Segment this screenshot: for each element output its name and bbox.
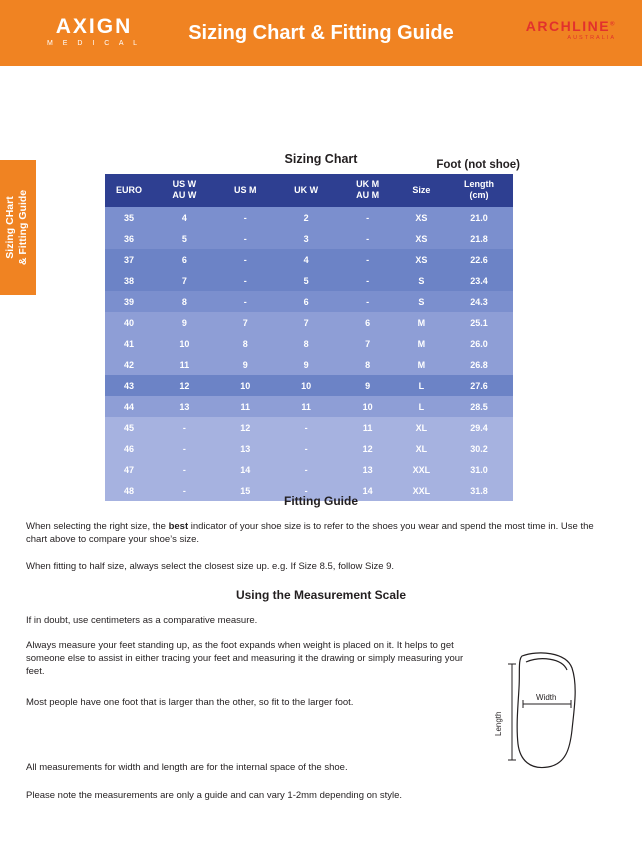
table-cell: 4 [275, 249, 338, 270]
table-cell: M [398, 333, 445, 354]
table-cell: 44 [105, 396, 153, 417]
table-cell: 11 [275, 396, 338, 417]
table-cell: 2 [275, 207, 338, 228]
table-cell: 40 [105, 312, 153, 333]
table-row [105, 459, 513, 480]
archline-logo [526, 18, 616, 41]
table-cell: XXL [398, 480, 445, 501]
table-cell: 9 [216, 354, 275, 375]
table-cell: - [216, 228, 275, 249]
table-cell: 26.8 [445, 354, 513, 375]
table-cell: 8 [153, 291, 216, 312]
table-cell: 5 [153, 228, 216, 249]
fitting-p1-emphasis: best [168, 521, 189, 532]
table-cell: 42 [105, 354, 153, 375]
table-cell: 10 [216, 375, 275, 396]
table-cell: XS [398, 249, 445, 270]
table-cell: 38 [105, 270, 153, 291]
table-cell: - [275, 459, 338, 480]
table-cell: XL [398, 417, 445, 438]
table-cell: 43 [105, 375, 153, 396]
table-cell: 30.2 [445, 438, 513, 459]
foot-outline-diagram [492, 648, 602, 773]
table-cell: 12 [216, 417, 275, 438]
sizing-chart-title: Sizing Chart [284, 152, 358, 166]
table-cell: 7 [338, 333, 398, 354]
measurement-paragraph-4: All measurements for width and length are for the internal space of the shoe. [26, 762, 348, 773]
table-cell: 13 [216, 438, 275, 459]
table-column-header: Size [398, 174, 445, 207]
measurement-paragraph-1: If in doubt, use centimeters as a comparative measure. [26, 615, 258, 626]
table-cell: S [398, 270, 445, 291]
table-cell: 8 [338, 354, 398, 375]
table-row [105, 312, 513, 333]
table-cell: 37 [105, 249, 153, 270]
table-cell: XS [398, 228, 445, 249]
table-cell: 7 [153, 270, 216, 291]
measurement-paragraph-2: Always measure your feet standing up, as the foot expands when weight is placed on it. It helps to get someone else to assist in either tracing your feet and measuring it the drawing or simply measuring your feet. [26, 640, 464, 677]
table-cell: 35 [105, 207, 153, 228]
table-cell: 39 [105, 291, 153, 312]
table-cell: 31.8 [445, 480, 513, 501]
table-header-row [105, 174, 513, 207]
table-cell: 10 [338, 396, 398, 417]
table-row [105, 396, 513, 417]
table-cell: - [338, 270, 398, 291]
table-cell: XL [398, 438, 445, 459]
table-row [105, 270, 513, 291]
table-cell: 46 [105, 438, 153, 459]
table-row [105, 291, 513, 312]
axign-logo-subtitle: M E D I C A L [46, 40, 141, 47]
table-column-header: US M [216, 174, 275, 207]
measurement-paragraph-3: Most people have one foot that is larger than the other, so fit to the larger foot. [26, 697, 354, 708]
table-cell: 21.8 [445, 228, 513, 249]
table-cell: - [338, 228, 398, 249]
table-cell: - [338, 249, 398, 270]
table-cell: 7 [216, 312, 275, 333]
table-row [105, 354, 513, 375]
table-cell: - [275, 417, 338, 438]
table-cell: M [398, 312, 445, 333]
table-row [105, 249, 513, 270]
table-cell: 28.5 [445, 396, 513, 417]
table-cell: - [153, 417, 216, 438]
measurement-paragraph-5: Please note the measurements are only a guide and can vary 1-2mm depending on style. [26, 790, 403, 801]
side-tab-line2: & Fitting Guide [17, 189, 29, 266]
table-cell: 8 [275, 333, 338, 354]
table-cell: 9 [338, 375, 398, 396]
table-cell: 12 [153, 375, 216, 396]
table-cell: 12 [338, 438, 398, 459]
table-column-header: US W AU W [153, 174, 216, 207]
table-cell: 26.0 [445, 333, 513, 354]
fitting-p1-part1: When selecting the right size, the [26, 521, 169, 532]
table-cell: 36 [105, 228, 153, 249]
table-cell: L [398, 375, 445, 396]
fitting-p1-part2: indicator of your shoe size is to refer to the shoes you wear and spend the most time in. Use the chart above to compare your shoe’s size. [26, 521, 594, 545]
archline-logo-subtitle: AUSTRALIA [567, 35, 616, 41]
table-cell: 10 [275, 375, 338, 396]
table-row [105, 207, 513, 228]
side-tab-line1: Sizing CHart [4, 196, 16, 259]
table-cell: - [338, 207, 398, 228]
fitting-guide-paragraph-1 [26, 520, 594, 546]
table-cell: 5 [275, 270, 338, 291]
table-row [105, 375, 513, 396]
table-cell: 6 [153, 249, 216, 270]
table-cell: - [275, 480, 338, 501]
page-header [0, 0, 642, 66]
table-cell: 4 [153, 207, 216, 228]
table-cell: XS [398, 207, 445, 228]
table-cell: 6 [338, 312, 398, 333]
table-cell: 29.4 [445, 417, 513, 438]
table-cell: 3 [275, 228, 338, 249]
table-cell: - [153, 459, 216, 480]
table-cell: 41 [105, 333, 153, 354]
table-cell: - [153, 438, 216, 459]
table-cell: M [398, 354, 445, 375]
side-tab-label [0, 160, 36, 295]
table-cell: 14 [338, 480, 398, 501]
table-cell: 13 [153, 396, 216, 417]
table-cell: 22.6 [445, 249, 513, 270]
archline-logo-wordmark: ARCHLINE® [525, 18, 616, 34]
axign-logo-wordmark: AXIGN [55, 15, 133, 38]
table-cell: 24.3 [445, 291, 513, 312]
table-cell: - [216, 270, 275, 291]
page-title: Sizing Chart & Fitting Guide [188, 22, 454, 44]
table-cell: - [153, 480, 216, 501]
table-cell: 14 [216, 459, 275, 480]
table-cell: 23.4 [445, 270, 513, 291]
table-cell: 45 [105, 417, 153, 438]
table-cell: 13 [338, 459, 398, 480]
table-cell: 8 [216, 333, 275, 354]
diagram-length-label: Length [494, 711, 503, 736]
table-column-header: Length (cm) [445, 174, 513, 207]
side-tab [0, 160, 36, 295]
table-cell: 10 [153, 333, 216, 354]
table-cell: 31.0 [445, 459, 513, 480]
table-cell: 25.1 [445, 312, 513, 333]
table-cell: - [216, 207, 275, 228]
table-cell: 7 [275, 312, 338, 333]
sizing-chart-table [105, 174, 513, 501]
table-cell: - [275, 438, 338, 459]
table-row [105, 333, 513, 354]
table-cell: S [398, 291, 445, 312]
table-cell: - [216, 291, 275, 312]
foot-not-shoe-label: Foot (not shoe) [436, 159, 520, 171]
table-cell: 11 [216, 396, 275, 417]
table-cell: 9 [275, 354, 338, 375]
diagram-width-label: Width [536, 693, 557, 702]
fitting-guide-paragraph-2: When fitting to half size, always select the closest size up. e.g. If Size 8.5, follow Size 9. [26, 561, 395, 572]
table-cell: 11 [153, 354, 216, 375]
table-column-header: UK M AU M [338, 174, 398, 207]
foot-outline-icon [492, 648, 602, 773]
table-cell: 9 [153, 312, 216, 333]
table-row [105, 438, 513, 459]
table-row [105, 228, 513, 249]
measurement-scale-heading: Using the Measurement Scale [235, 588, 407, 602]
table-cell: 6 [275, 291, 338, 312]
table-row [105, 417, 513, 438]
table-cell: 27.6 [445, 375, 513, 396]
table-cell: 11 [338, 417, 398, 438]
table-cell: 47 [105, 459, 153, 480]
table-cell: 15 [216, 480, 275, 501]
table-column-header: UK W [275, 174, 338, 207]
table-cell: 21.0 [445, 207, 513, 228]
fitting-guide-heading: Fitting Guide [284, 494, 358, 508]
table-cell: 48 [105, 480, 153, 501]
table-cell: - [338, 291, 398, 312]
table-column-header: EURO [105, 174, 153, 207]
table-cell: L [398, 396, 445, 417]
table-cell: XXL [398, 459, 445, 480]
registered-trademark-icon: ® [610, 21, 616, 28]
table-cell: - [216, 249, 275, 270]
